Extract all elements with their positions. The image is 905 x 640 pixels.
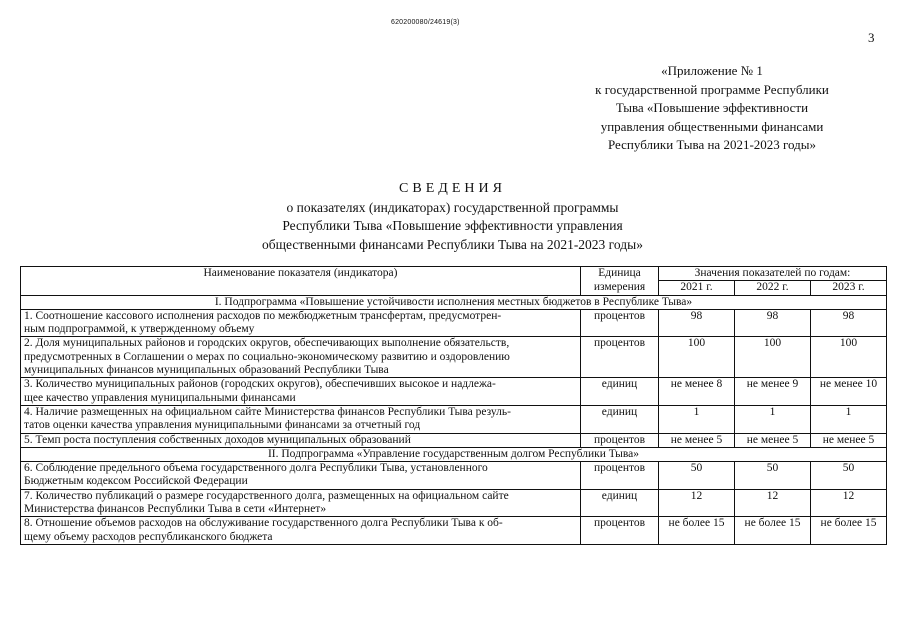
value-cell: 50 xyxy=(811,462,887,490)
unit-cell: процентов xyxy=(581,337,659,378)
value-cell: не более 15 xyxy=(659,517,735,545)
indicator-name-line: 5. Темп роста поступления собственных доходов муниципальных образований xyxy=(24,433,411,446)
indicator-name xyxy=(21,378,581,406)
header-row xyxy=(21,267,887,281)
section-title: II. Подпрограмма «Управление государственным долгом Республики Тыва» xyxy=(21,447,887,461)
value-cell: не менее 8 xyxy=(659,378,735,406)
document-title xyxy=(180,180,725,254)
indicator-name-line: татов оценки качества управления муниципальными финансами за отчетный год xyxy=(24,419,421,432)
header-name: Наименование показателя (индикатора) xyxy=(21,267,581,296)
document-code: 620200080/24619(3) xyxy=(391,19,460,26)
appendix-line: Тыва «Повышение эффективности xyxy=(615,100,809,115)
value-cell: не более 15 xyxy=(811,517,887,545)
value-cell: не менее 9 xyxy=(735,378,811,406)
unit-cell: процентов xyxy=(581,433,659,447)
value-cell: не более 15 xyxy=(735,517,811,545)
indicator-name-line: ным подпрограммой, к утвержденному объему xyxy=(24,323,255,336)
value-cell: 12 xyxy=(811,489,887,517)
indicator-name-line: 6. Соблюдение предельного объема государственного долга Республики Тыва, установленного xyxy=(24,462,488,475)
value-cell: 50 xyxy=(735,462,811,490)
indicator-name xyxy=(21,405,581,433)
appendix-note xyxy=(552,62,872,155)
unit-cell: процентов xyxy=(581,309,659,337)
value-cell: 98 xyxy=(735,309,811,337)
header-unit: Единица xyxy=(581,267,659,281)
indicator-name-line: Министерства финансов Республики Тыва в сети «Интернет» xyxy=(24,503,327,516)
value-cell: 100 xyxy=(659,337,735,378)
value-cell: 12 xyxy=(735,489,811,517)
header-year: 2021 г. xyxy=(659,281,735,295)
indicator-name-line: 4. Наличие размещенных на официальном сайте Министерства финансов Республики Тыва резуль- xyxy=(24,405,511,418)
value-cell: 100 xyxy=(735,337,811,378)
indicators-table xyxy=(20,266,887,545)
value-cell: 98 xyxy=(811,309,887,337)
indicator-name xyxy=(21,517,581,545)
title-line: общественными финансами Республики Тыва на 2021-2023 годы» xyxy=(262,236,643,252)
indicator-name xyxy=(21,489,581,517)
table-row xyxy=(21,433,887,447)
indicator-name-line: предусмотренных в Соглашении о мерах по социально-экономическому развитию и оздоровлению xyxy=(24,350,510,363)
indicator-name-line: 1. Соотношение кассового исполнения расходов по межбюджетным трансфертам, предусмотрен- xyxy=(24,309,502,322)
value-cell: 100 xyxy=(811,337,887,378)
indicator-name-line: 2. Доля муниципальных районов и городских округов, обеспечивающих выполнение обязательств, xyxy=(24,337,510,350)
unit-cell: единиц xyxy=(581,489,659,517)
value-cell: 50 xyxy=(659,462,735,490)
indicator-name xyxy=(21,337,581,378)
value-cell: 1 xyxy=(735,405,811,433)
indicator-name-line: 8. Отношение объемов расходов на обслуживание государственного долга Республики Тыва к об- xyxy=(24,517,503,530)
indicator-name-line: щее качество управления муниципальными финансами xyxy=(24,391,296,404)
value-cell: не менее 5 xyxy=(735,433,811,447)
value-cell: не менее 10 xyxy=(811,378,887,406)
table-row xyxy=(21,462,887,490)
unit-cell: процентов xyxy=(581,462,659,490)
appendix-line: управления общественными финансами xyxy=(600,118,824,134)
section-row xyxy=(21,447,887,461)
indicator-name-line: 7. Количество публикаций о размере государственного долга, размещенных на официальном сайте xyxy=(24,489,509,502)
table-row xyxy=(21,378,887,406)
indicator-name-line: 3. Количество муниципальных районов (городских округов), обеспечивших высокое и надлежа- xyxy=(24,378,496,391)
indicator-name-line: щему объему расходов республиканского бюджета xyxy=(24,530,273,543)
appendix-line: Республики Тыва на 2021-2023 годы» xyxy=(607,137,817,152)
table-row xyxy=(21,489,887,517)
indicator-name xyxy=(21,462,581,490)
section-row xyxy=(21,295,887,309)
value-cell: 1 xyxy=(659,405,735,433)
indicator-name xyxy=(21,309,581,337)
unit-cell: единиц xyxy=(581,405,659,433)
section-title: I. Подпрограмма «Повышение устойчивости исполнения местных бюджетов в Республике Тыва» xyxy=(21,295,887,309)
header-year: 2022 г. xyxy=(735,281,811,295)
header-year: 2023 г. xyxy=(811,281,887,295)
table-row xyxy=(21,405,887,433)
value-cell: 12 xyxy=(659,489,735,517)
value-cell: 98 xyxy=(659,309,735,337)
table-row xyxy=(21,309,887,337)
indicator-name-line: Бюджетным кодексом Российской Федерации xyxy=(24,475,248,488)
appendix-line: к государственной программе Республики xyxy=(595,81,829,97)
unit-cell: процентов xyxy=(581,517,659,545)
header-values: Значения показателей по годам: xyxy=(659,267,887,281)
value-cell: не менее 5 xyxy=(811,433,887,447)
appendix-line: «Приложение № 1 xyxy=(661,63,763,78)
unit-cell: единиц xyxy=(581,378,659,406)
table-row xyxy=(21,517,887,545)
title-heading: СВЕДЕНИЯ xyxy=(399,181,506,196)
indicator-name-line: муниципальных финансов муниципальных образований Республики Тыва xyxy=(24,364,389,377)
header-unit-cont: измерения xyxy=(581,281,659,295)
table-row xyxy=(21,337,887,378)
value-cell: 1 xyxy=(811,405,887,433)
title-line: о показателях (индикаторах) государственной программы xyxy=(286,199,619,215)
page-number: 3 xyxy=(868,30,875,45)
title-line: Республики Тыва «Повышение эффективности управления xyxy=(282,218,623,233)
indicator-name xyxy=(21,433,581,447)
value-cell: не менее 5 xyxy=(659,433,735,447)
